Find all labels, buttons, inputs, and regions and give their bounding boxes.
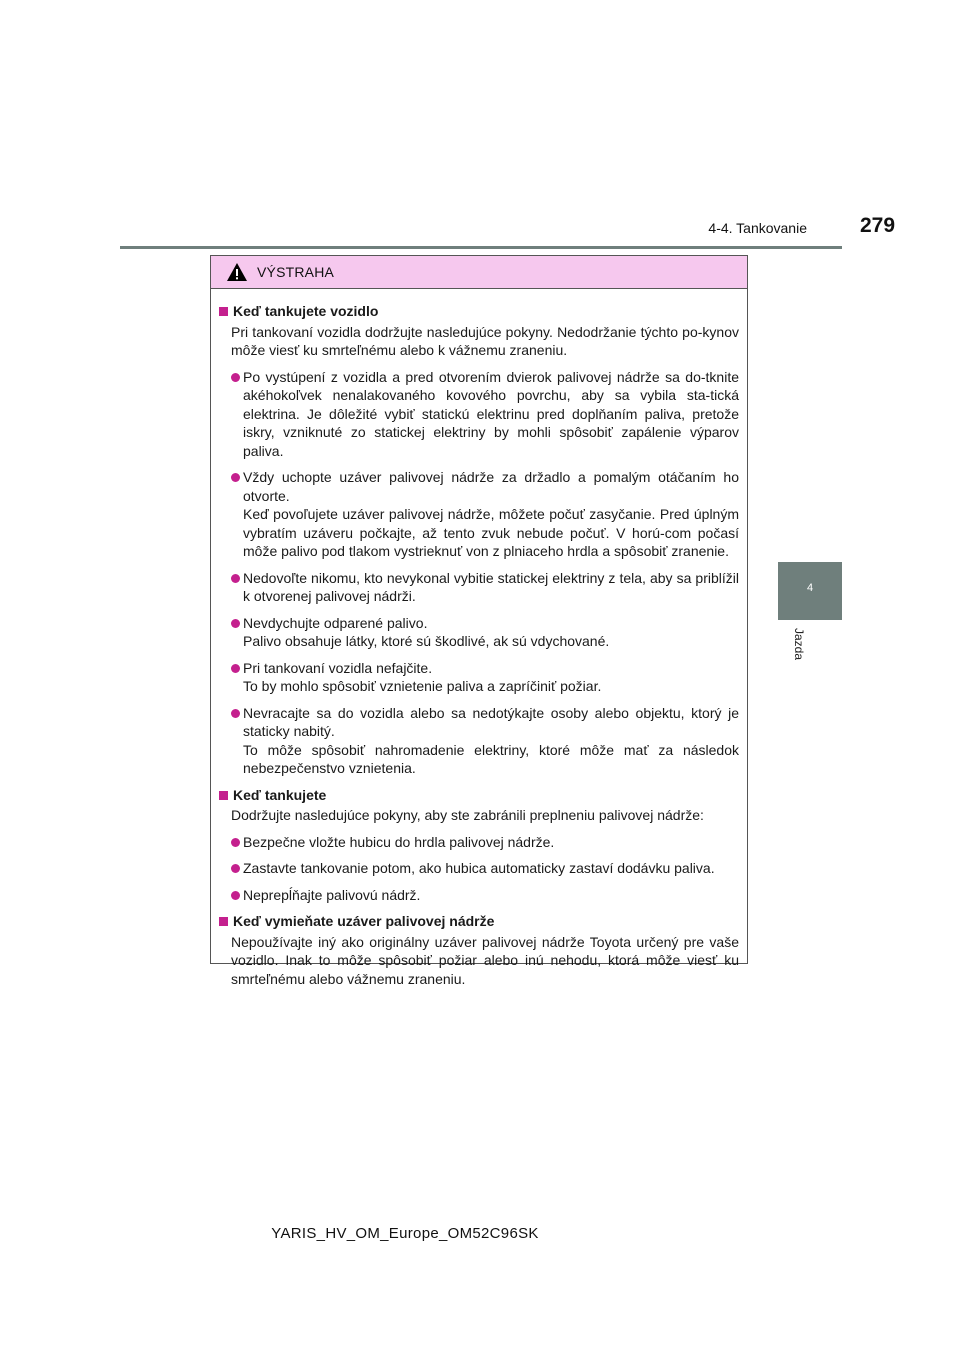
- warning-title: VÝSTRAHA: [257, 264, 335, 280]
- warning-header: [211, 256, 747, 289]
- chapter-tab: [778, 562, 842, 620]
- list-item: [219, 859, 739, 878]
- page-number: 279: [860, 214, 896, 237]
- section-heading: [219, 302, 739, 321]
- circle-bullet-icon: [231, 373, 240, 382]
- circle-bullet-icon: [231, 574, 240, 583]
- list-item: [219, 468, 739, 561]
- document-code: YARIS_HV_OM_Europe_OM52C96SK: [271, 1225, 539, 1242]
- list-item: [219, 886, 739, 905]
- square-bullet-icon: [219, 791, 228, 800]
- list-item: [219, 614, 739, 651]
- list-item: [219, 704, 739, 778]
- list-item: [219, 368, 739, 461]
- item-text: Bezpečne vložte hubicu do hrdla palivovej nádrže.: [243, 833, 555, 850]
- item-text: Nevdychujte odparené palivo. Palivo obsahuje látky, ktoré sú škodlivé, ak sú vdychované.: [243, 614, 610, 649]
- item-text: Nevracajte sa do vozidla alebo sa nedotýkajte osoby alebo objektu, ktorý je staticky nabitý. To môže spôsobiť nahromadenie elektriny, ktoré môže mať za následok nebezpečenstvo vznietenia.: [243, 704, 739, 776]
- section-title: 4-4. Tankovanie: [708, 220, 807, 236]
- list-item: [219, 569, 739, 606]
- heading-text: Keď tankujete vozidlo: [233, 303, 379, 319]
- item-text: Po vystúpení z vozidla a pred otvorením dvierok palivovej nádrže sa do-tknite akéhokoľvek nenalakovaného kovového povrchu, aby sa vybila sta-tická elektrina. Je dôležité vybiť statickú elektrinu pred doplňaním paliva, pretože iskry, vzniknuté zo statickej elektriny by mohli spôsobiť zapálenie výparov paliva.: [243, 368, 739, 459]
- circle-bullet-icon: [231, 664, 240, 673]
- section-intro: Nepoužívajte iný ako originálny uzáver palivovej nádrže Toyota určený pre vaše vozidlo. Inak to môže spôsobiť požiar alebo inú nehodu, ktorá môže viesť ku smrteľnému alebo vážnemu zraneniu.: [231, 933, 739, 987]
- circle-bullet-icon: [231, 891, 240, 900]
- heading-text: Keď vymieňate uzáver palivovej nádrže: [233, 913, 495, 929]
- circle-bullet-icon: [231, 709, 240, 718]
- item-text: Nedovoľte nikomu, kto nevykonal vybitie statickej elektriny z tela, aby sa priblížil k otvorenej palivovej nádrži.: [243, 569, 739, 604]
- item-text: Zastavte tankovanie potom, ako hubica automaticky zastaví dodávku paliva.: [243, 860, 715, 876]
- list-item: [219, 659, 739, 696]
- circle-bullet-icon: [231, 864, 240, 873]
- warning-box: [210, 255, 748, 987]
- item-text: Neprepĺňajte palivovú nádrž.: [243, 886, 421, 903]
- circle-bullet-icon: [231, 838, 240, 847]
- square-bullet-icon: [219, 917, 228, 926]
- warning-triangle-icon: [226, 262, 248, 282]
- chapter-label: Jazda: [792, 628, 806, 661]
- page-header: [120, 214, 896, 249]
- section-intro: Dodržujte nasledujúce pokyny, aby ste zabránili preplneniu palivovej nádrže:: [231, 807, 704, 823]
- chapter-number: 4: [806, 582, 814, 594]
- section-intro: Pri tankovaní vozidla dodržujte nasledujúce pokyny. Nedodržanie týchto po-kynov môže viesť ku smrteľnému alebo k vážnemu zraneniu.: [231, 323, 739, 358]
- heading-text: Keď tankujete: [233, 786, 327, 803]
- item-text: Pri tankovaní vozidla nefajčite. To by mohlo spôsobiť vznietenie paliva a zapríčiniť požiar.: [243, 659, 602, 694]
- list-item: [219, 833, 739, 852]
- section-heading: [219, 912, 739, 931]
- circle-bullet-icon: [231, 473, 240, 482]
- section-heading: [219, 786, 739, 805]
- square-bullet-icon: [219, 307, 228, 316]
- warning-body: [211, 289, 747, 988]
- circle-bullet-icon: [231, 619, 240, 628]
- item-text: Vždy uchopte uzáver palivovej nádrže za držadlo a pomalým otáčaním ho otvorte. Keď povoľujete uzáver palivovej nádrže, môžete počuť zasyčanie. Pred úplným vybratím uzáveru počkajte, až tento zvuk nebude počuť. V horú-com počasí môže palivo pod tlakom vystrieknuť von z plniaceho hrdla a spôsobiť zranenie.: [243, 469, 739, 559]
